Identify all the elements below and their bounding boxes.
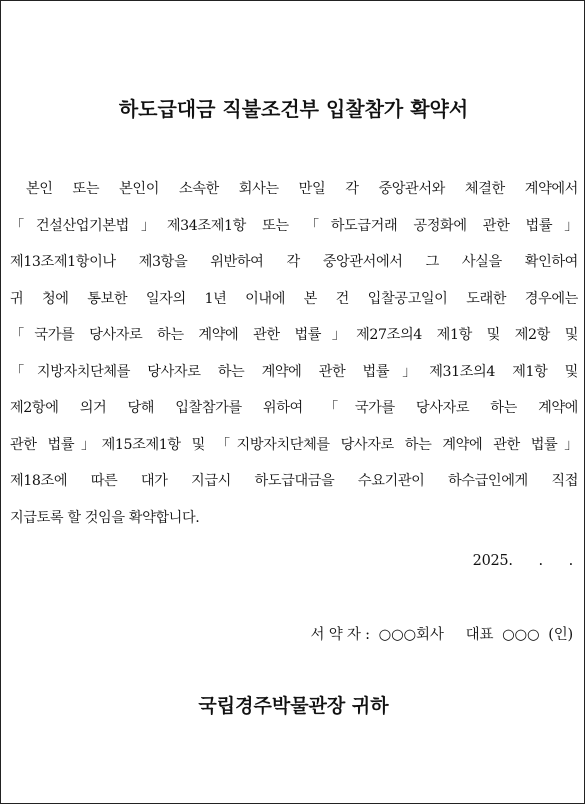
body-line-2: 「건설산업기본법」제34조제1항 또는 「하도급거래 공정화에 관한 법률」 — [10, 217, 578, 234]
body-line-4: 귀 청에 통보한 일자의 1년 이내에 본 건 입찰공고일이 도래한 경우에는 — [10, 290, 578, 307]
document-title: 하도급대금 직불조건부 입찰참가 확약서 — [118, 97, 469, 121]
addressee: 국립경주박물관장 귀하 — [198, 695, 389, 717]
body-line-6: 「지방자치단체를 당사자로 하는 계약에 관한 법률」제31조의4 제1항 및 — [10, 363, 578, 380]
body-line-9: 제18조에 따른 대가 지급시 하도급대금을 수요기관이 하수급인에게 직접 — [10, 473, 578, 489]
body-line-10: 지급토록 할 것임을 확약합니다. — [10, 509, 200, 526]
body-line-1: 본인 또는 본인이 소속한 회사는 만일 각 중앙관서와 체결한 계약에서 — [26, 181, 578, 197]
pledge-date: 2025. . . — [472, 553, 573, 569]
body-line-7: 제2항에 의거 당해 입찰참가를 위하여 「국가를 당사자로 하는 계약에 — [10, 400, 578, 416]
body-line-8: 관한 법률」제15조제1항 및 「지방자치단체를 당사자로 하는 계약에 관한 법률」 — [10, 436, 578, 453]
pledge-body — [10, 171, 578, 536]
body-line-5: 「국가를 당사자로 하는 계약에 관한 법률」제27조의4 제1항 및 제2항 및 — [10, 327, 578, 343]
body-line-3: 제13조제1항이나 제3항을 위반하여 각 중앙관서에서 그 사실을 확인하여 — [10, 254, 578, 270]
signer-line: 서 약 자 : ○○○회사 대표 ○○○ (인) — [310, 627, 573, 643]
